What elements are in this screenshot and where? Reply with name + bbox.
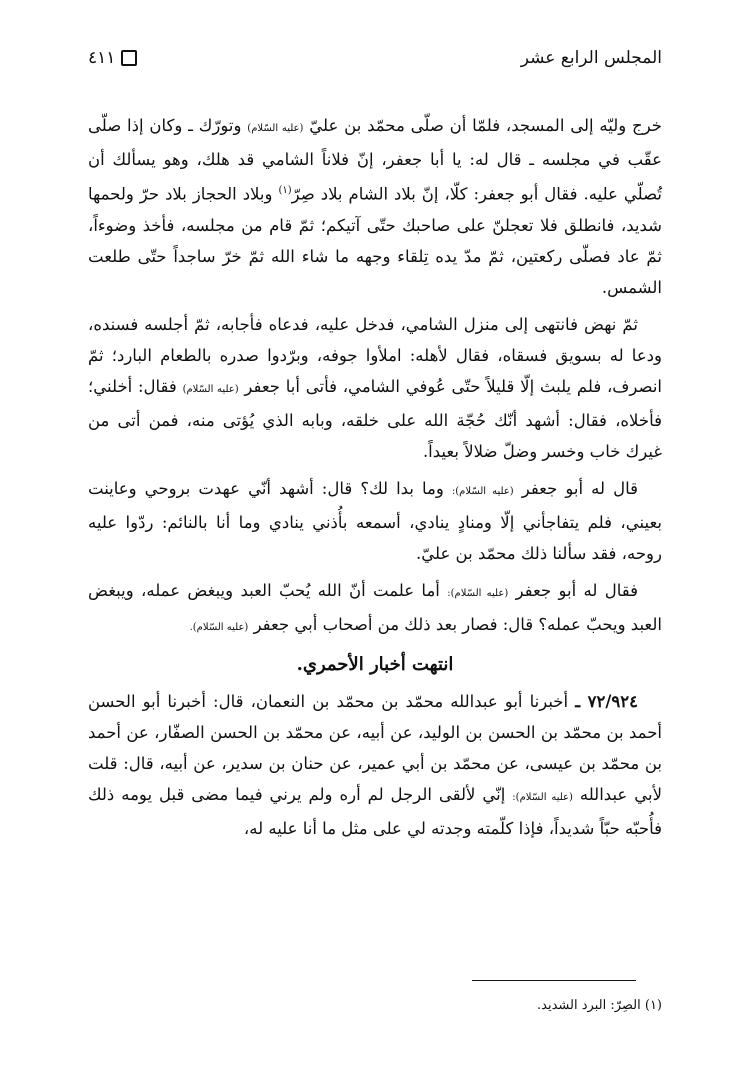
hadith-number: ٧٢/٩٢٤ ـ bbox=[575, 691, 638, 711]
footnote-marker: (١) bbox=[278, 185, 292, 196]
footnote: (١) الصِرّ: البرد الشديد. bbox=[537, 998, 662, 1013]
paragraph-4-text-a: فقال له أبو جعفر bbox=[515, 580, 639, 600]
page-header bbox=[88, 40, 662, 76]
paragraph-2 bbox=[88, 309, 662, 467]
footnote-divider bbox=[472, 980, 636, 981]
chapter-title: المجلس الرابع عشر bbox=[520, 48, 662, 68]
body-text bbox=[88, 110, 662, 850]
paragraph-2-text-a: ثمّ نهض فانتهى إلى منزل الشامي، فدخل عليه، فدعاه فأجابه، ثمّ أجلسه فسنده، ودعا له بسويق فسقاه، فقال لأهله: املأوا جوفه، وبرّدوا صدره بالطعام البارد؛ ثمّ انصرف، فلم يلبث إلّا قليلاً حتّى عُوفي الشامي، فأتى أبا جعفر bbox=[88, 314, 663, 396]
square-box-icon bbox=[121, 50, 137, 66]
honorific: (عليه السّلام): bbox=[447, 587, 509, 599]
paragraph-2-text-b: فقال: أخلني؛ فأخلاه، فقال: أشهد أنّك حُجّة الله على خلقه، وبابه الذي يُؤتى منه، فمن أتى من غيرك خاب وخسر وضلّ ضلالاً بعيداً. bbox=[88, 376, 662, 461]
paragraph-4 bbox=[88, 575, 662, 643]
paragraph-5-text-b: إنّي لألقى الرجل لم أره ولم يرني فيما مضى قبل يومه ذلك فأُحبّه حبّاً شديداً، فإذا كلّمته وجدته لي على مثل ما أنا عليه له، bbox=[88, 784, 662, 838]
paragraph-5-text-a: أخبرنا أبو عبدالله محمّد بن محمّد بن النعمان، قال: أخبرنا أبو الحسن أحمد بن محمّد بن الحسن بن الوليد، عن أبيه، عن محمّد بن الحسن الصفّار، عن أحمد بن محمّد بن عيسى، عن محمّد بن أبي عمير، عن حنان بن سدير، عن أبيه، قال: قلت لأبي عبدالله bbox=[88, 691, 662, 804]
honorific: (عليه السّلام) bbox=[182, 383, 239, 395]
page-number-group bbox=[88, 48, 137, 68]
paragraph-5 bbox=[88, 686, 662, 844]
paragraph-3-text-a: قال له أبو جعفر bbox=[521, 478, 639, 498]
honorific: (عليه السّلام). bbox=[189, 621, 249, 633]
honorific: (عليه السّلام): bbox=[451, 485, 514, 497]
honorific: (عليه السّلام) bbox=[247, 123, 304, 134]
paragraph-1-text-b: وتورّك ـ وكان إذا صلّى عقّب في مجلسه ـ قال له: يا أبا جعفر، إنّ فلاناً الشامي قد هلك، وهو يسألك أن تُصلّي عليه. فقال أبو جعفر: كلّا، إنّ بلاد الشام بلاد صِرّ bbox=[88, 116, 662, 204]
paragraph-1-text-c: وبلاد الحجاز بلاد حرّ ولحمها شديد، فانطلق فلا تعجلنّ على صاحبك حتّى آتيكم؛ ثمّ قام من مجلسه، فأخذ وضوءاً، ثمّ عاد فصلّى ركعتين، ثمّ مدّ يده تِلقاء وجهه ما شاء الله ثمّ خرّ ساجداً حتّى طلعت الشمس. bbox=[88, 184, 662, 297]
paragraph-1 bbox=[88, 110, 662, 303]
paragraph-3 bbox=[88, 473, 662, 569]
paragraph-4-text-b: أما علمت أنّ الله يُحبّ العبد ويبغض عمله، ويبغض العبد ويحبّ عمله؟ قال: فصار بعد ذلك من أصحاب أبي جعفر bbox=[88, 580, 662, 634]
paragraph-1-text-a: خرج وليّه إلى المسجد، فلمّا أن صلّى محمّد بن عليّ bbox=[309, 116, 662, 135]
section-end-heading: انتهت أخبار الأحمري. bbox=[296, 653, 454, 675]
paragraph-3-text-b: وما بدا لك؟ قال: أشهد أنّي عهدت بروحي وعاينت بعيني، فلم يتفاجأني إلّا ومنادٍ ينادي، أسمعه بأُذني ينادي وما أنا بالنائم: ردّوا عليه روحه، فقد سألنا ذلك محمّد بن عليّ. bbox=[88, 478, 662, 563]
honorific: (عليه السّلام): bbox=[512, 791, 573, 803]
page-number: ٤١١ bbox=[88, 48, 116, 68]
